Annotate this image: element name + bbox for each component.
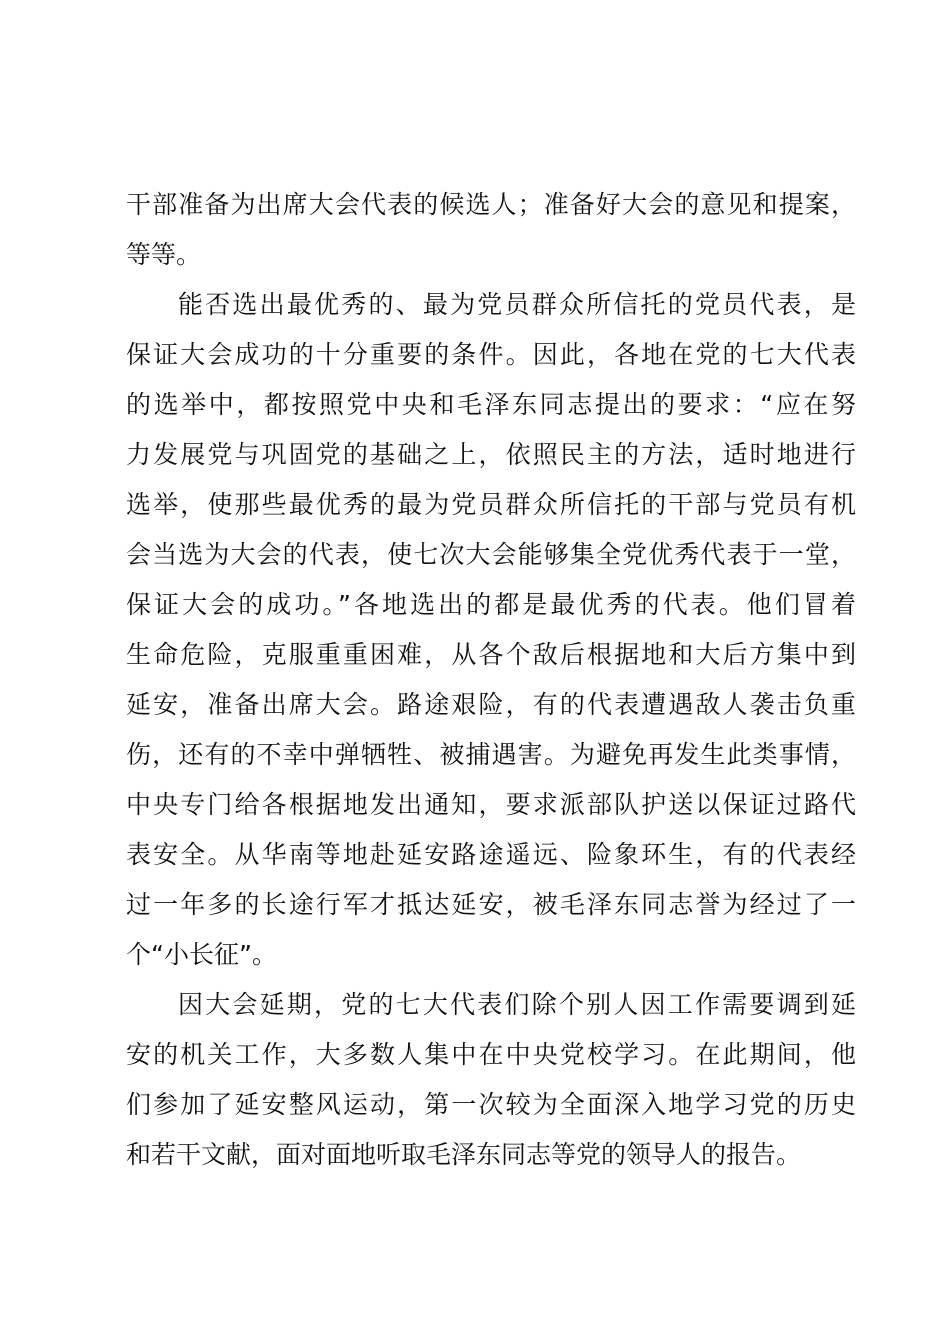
- text-line: 能否选出最优秀的、最为党员群众所信托的党员代表，是: [178, 290, 856, 319]
- text-line: 中央专门给各根据地发出通知，要求派部队护送以保证过路代: [126, 790, 856, 819]
- text-line: 力发展党与巩固党的基础之上，依照民主的方法，适时地进行: [126, 440, 856, 469]
- text-line: 延安，准备出席大会。路途艰险，有的代表遭遇敌人袭击负重: [126, 690, 856, 719]
- text-line: 因大会延期，党的七大代表们除个别人因工作需要调到延: [178, 990, 856, 1019]
- text-line: 等等。: [126, 240, 202, 269]
- body-text: [126, 180, 856, 1180]
- text-line: 保证大会的成功。”各地选出的都是最优秀的代表。他们冒着: [126, 590, 856, 619]
- text-line: 会当选为大会的代表，使七次大会能够集全党优秀代表于一堂，: [126, 540, 856, 569]
- text-line: 生命危险，克服重重困难，从各个敌后根据地和大后方集中到: [126, 640, 856, 669]
- text-line: 和若干文献，面对面地听取毛泽东同志等党的领导人的报告。: [126, 1140, 802, 1169]
- text-line: 过一年多的长途行军才抵达延安，被毛泽东同志誉为经过了一: [126, 890, 856, 919]
- text-line: 们参加了延安整风运动，第一次较为全面深入地学习党的历史: [126, 1090, 856, 1119]
- text-line: 表安全。从华南等地赴延安路途遥远、险象环生，有的代表经: [126, 840, 856, 869]
- text-line: 的选举中，都按照党中央和毛泽东同志提出的要求：“应在努: [126, 390, 856, 419]
- text-line: 干部准备为出席大会代表的候选人；准备好大会的意见和提案，: [126, 190, 856, 219]
- text-line: 选举，使那些最优秀的最为党员群众所信托的干部与党员有机: [126, 490, 856, 519]
- text-line: 保证大会成功的十分重要的条件。因此，各地在党的七大代表: [126, 340, 856, 369]
- text-line: 个“小长征”。: [126, 940, 277, 969]
- paragraph-3: [126, 980, 856, 1180]
- paragraph-1: [126, 180, 856, 280]
- text-line: 伤，还有的不幸中弹牺牲、被捕遇害。为避免再发生此类事情，: [126, 740, 856, 769]
- paragraph-2: [126, 280, 856, 980]
- text-line: 安的机关工作，大多数人集中在中央党校学习。在此期间，他: [126, 1040, 856, 1069]
